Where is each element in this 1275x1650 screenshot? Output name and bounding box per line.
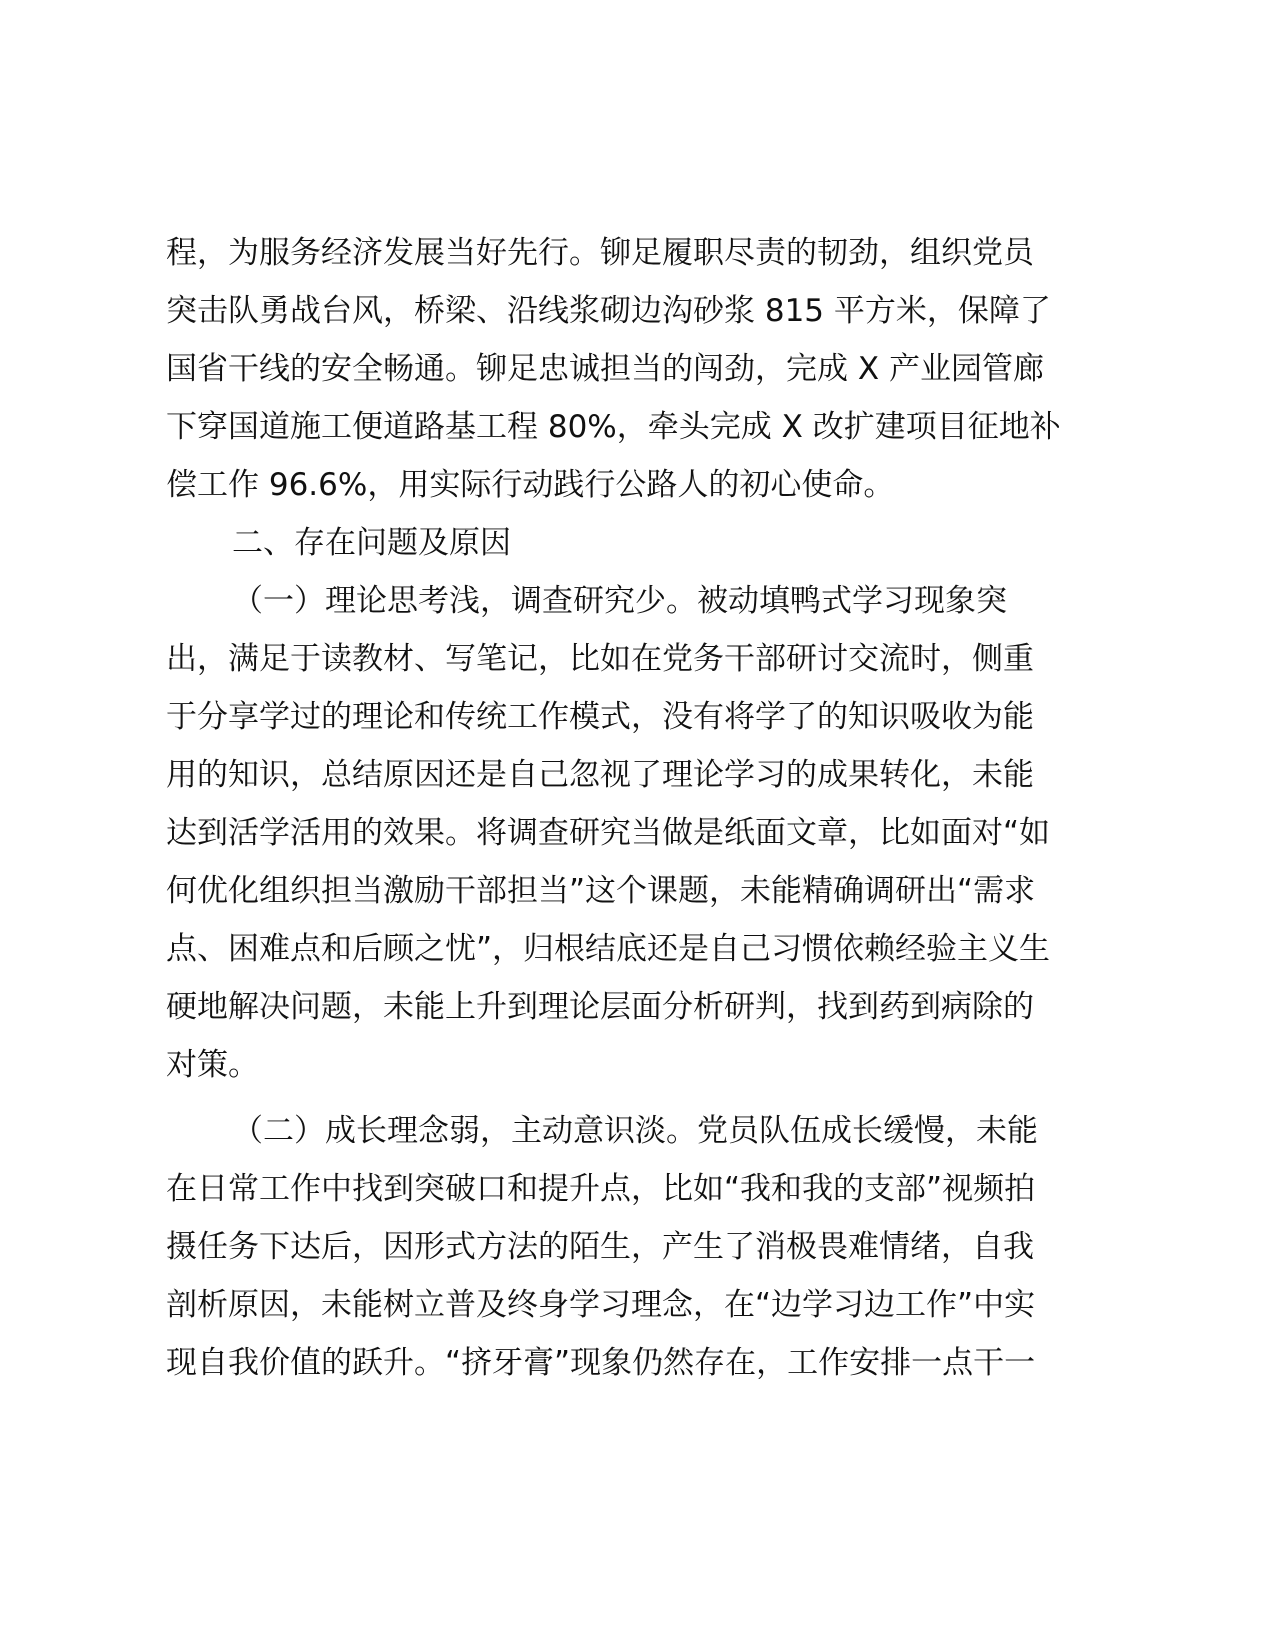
paragraph-2: [166, 572, 1116, 1094]
text-line: 剖析原因，未能树立普及终身学习理念，在“边学习边工作”中实: [166, 1287, 1036, 1323]
document-body: [166, 224, 1116, 1392]
text-line: 下穿国道施工便道路基工程 80%，牵头完成 X 改扩建项目征地补: [166, 409, 1061, 445]
text-line: 对策。: [166, 1047, 259, 1083]
text-line: 摄任务下达后，因形式方法的陌生，产生了消极畏难情绪，自我: [166, 1229, 1034, 1265]
text-line: 于分享学过的理论和传统工作模式，没有将学了的知识吸收为能: [166, 699, 1034, 735]
text-line: 出，满足于读教材、写笔记，比如在党务干部研讨交流时，侧重: [166, 641, 1034, 677]
text-line: 硬地解决问题，未能上升到理论层面分析研判，找到药到病除的: [166, 989, 1034, 1025]
text-line: 突击队勇战台风，桥梁、沿线浆砌边沟砂浆 815 平方米，保障了: [166, 293, 1051, 329]
text-line: （一）理论思考浅，调查研究少。被动填鸭式学习现象突: [232, 583, 1007, 619]
text-line: 用的知识，总结原因还是自己忽视了理论学习的成果转化，未能: [166, 757, 1034, 793]
text-line: 偿工作 96.6%，用实际行动践行公路人的初心使命。: [166, 467, 895, 503]
text-line: 在日常工作中找到突破口和提升点，比如“我和我的支部”视频拍: [166, 1171, 1036, 1207]
text-line: （二）成长理念弱，主动意识淡。党员队伍成长缓慢，未能: [232, 1113, 1038, 1149]
text-line: 何优化组织担当激励干部担当”这个课题，未能精确调研出“需求: [166, 873, 1036, 909]
section-heading: 二、存在问题及原因: [232, 525, 511, 561]
paragraph-3: [166, 1102, 1116, 1392]
text-line: 点、困难点和后顾之忧”，归根结底还是自己习惯依赖经验主义生: [166, 931, 1051, 967]
text-line: 现自我价值的跃升。“挤牙膏”现象仍然存在，工作安排一点干一: [166, 1345, 1036, 1381]
text-line: 达到活学活用的效果。将调查研究当做是纸面文章，比如面对“如: [166, 815, 1051, 851]
text-line: 程，为服务经济发展当好先行。铆足履职尽责的韧劲，组织党员: [166, 235, 1034, 271]
text-line: 国省干线的安全畅通。铆足忠诚担当的闯劲，完成 X 产业园管廊: [166, 351, 1044, 387]
paragraph-1: [166, 224, 1116, 514]
